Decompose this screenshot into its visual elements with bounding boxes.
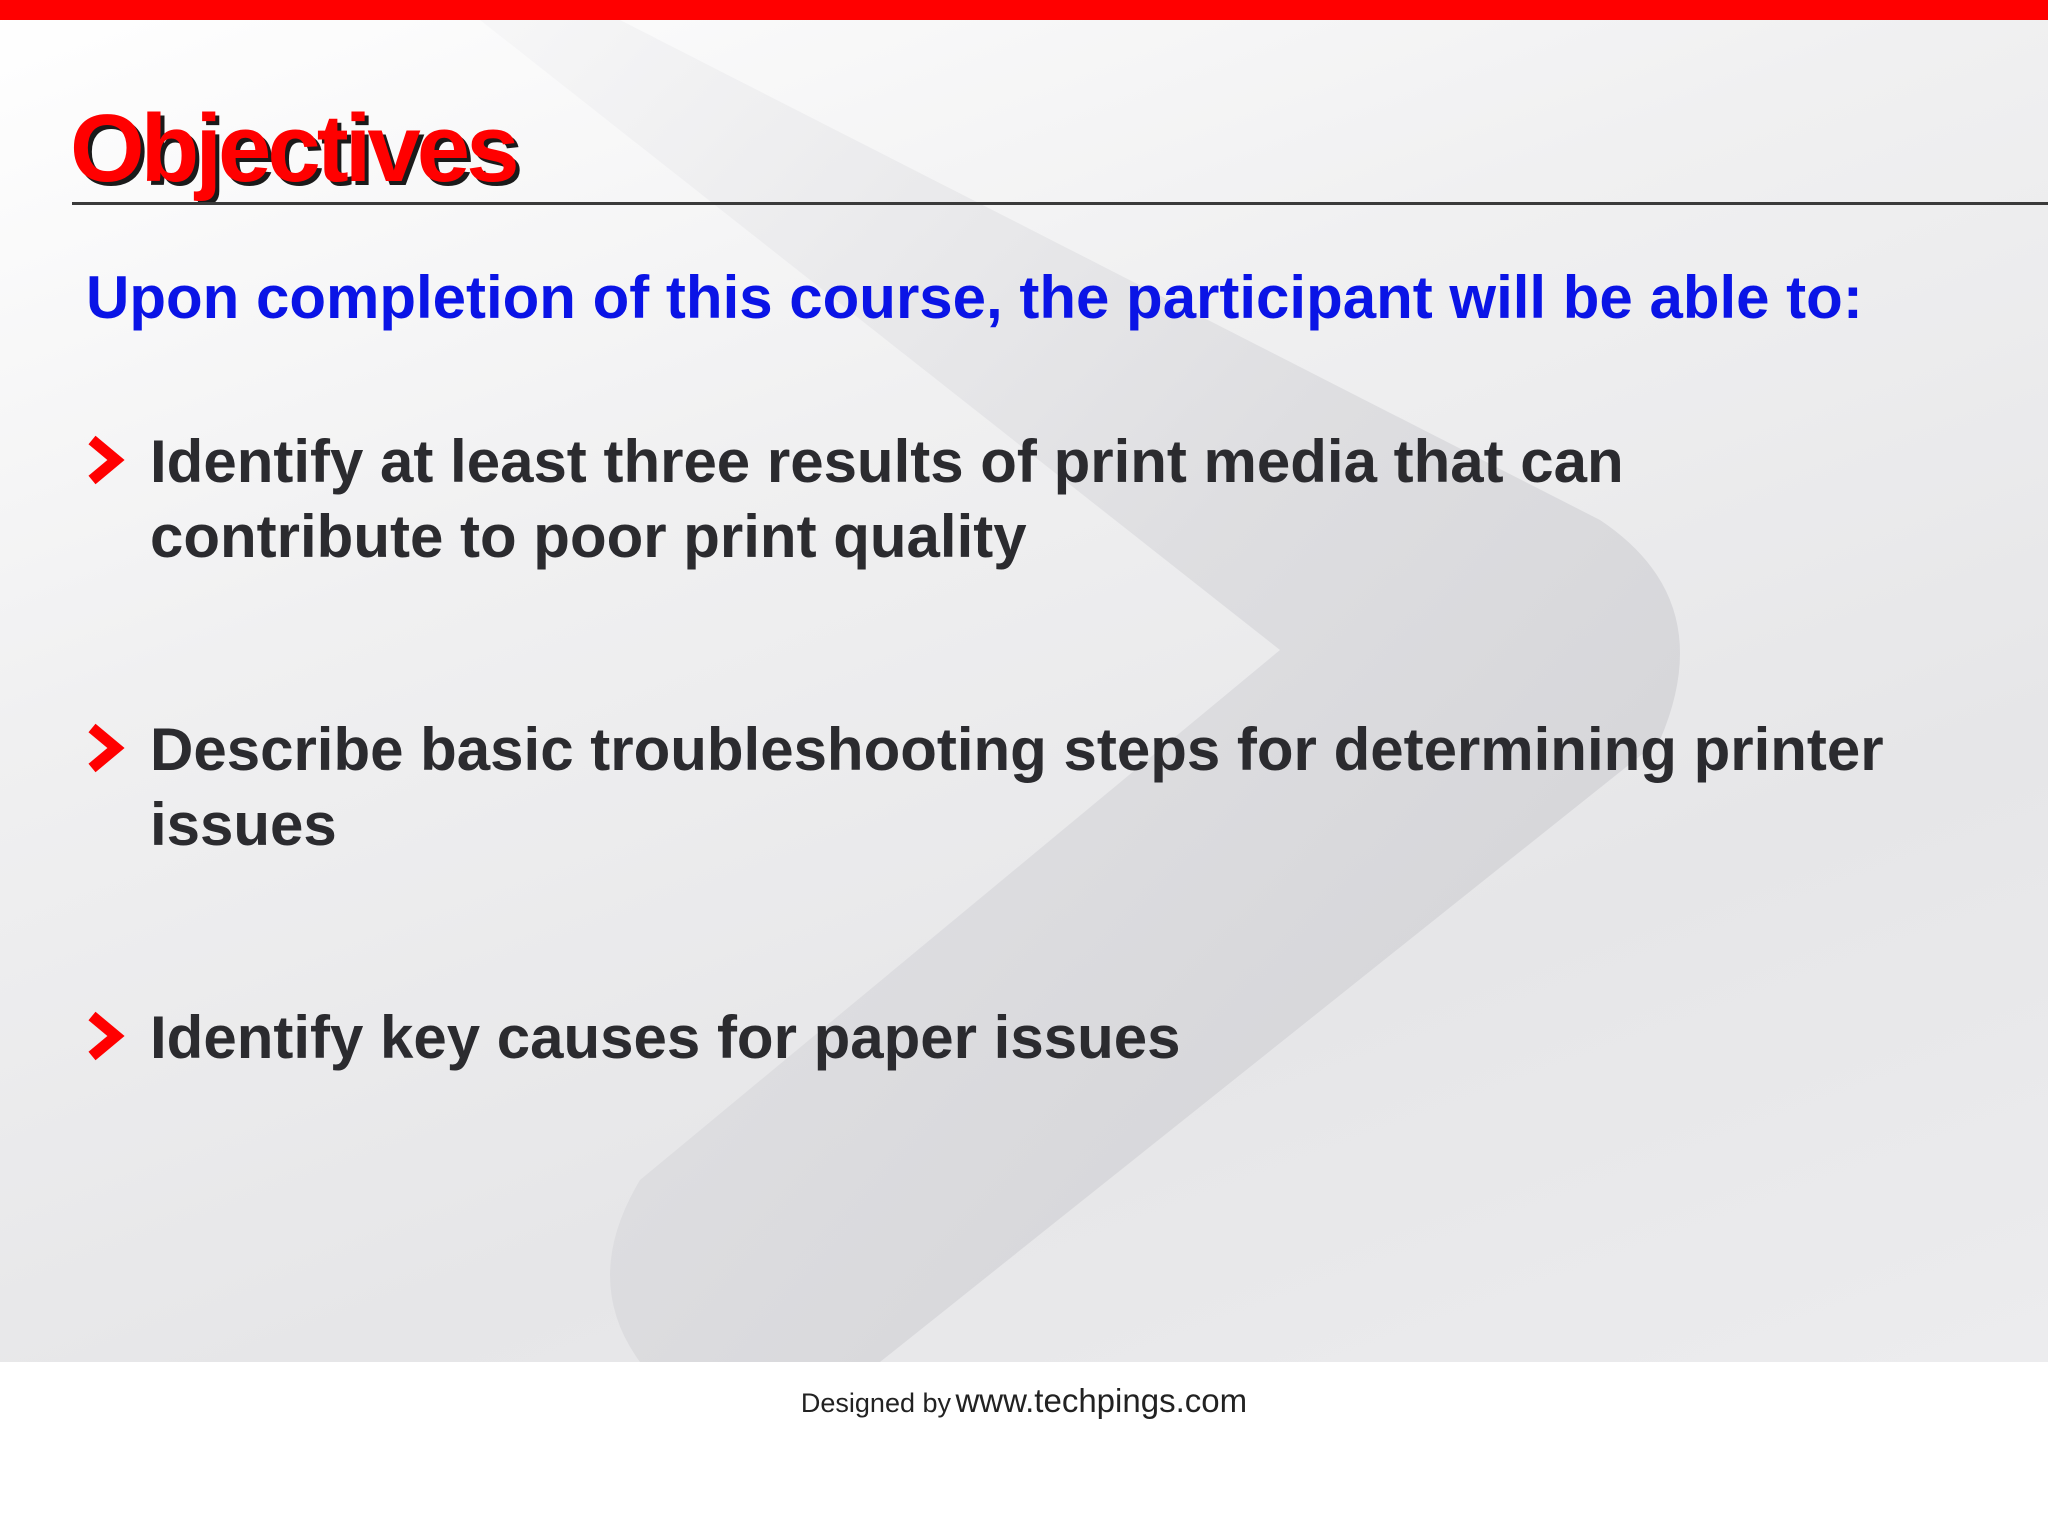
footer-site-link[interactable]: www.techpings.com [955,1382,1248,1419]
chevron-right-icon [84,434,126,486]
objective-line: Identify key causes for paper issues [150,1004,1181,1071]
objective-text [150,1000,1990,1075]
footer-prefix: Designed by [800,1388,952,1418]
objective-text [150,424,1990,574]
chevron-right-icon [84,722,126,774]
chevron-right-icon [84,1010,126,1062]
objective-line: Describe basic troubleshooting steps for determining printer [150,716,1884,783]
objective-line: contribute to poor print quality [150,503,1027,570]
slide-title: Objectives [70,95,516,202]
objective-text [150,712,1990,862]
objective-line: issues [150,791,337,858]
title-divider [72,202,2048,205]
footer-credit [0,1382,2048,1420]
slide-subtitle: Upon completion of this course, the participant will be able to: [86,264,1863,331]
objective-line: Identify at least three results of print media that can [150,428,1624,495]
